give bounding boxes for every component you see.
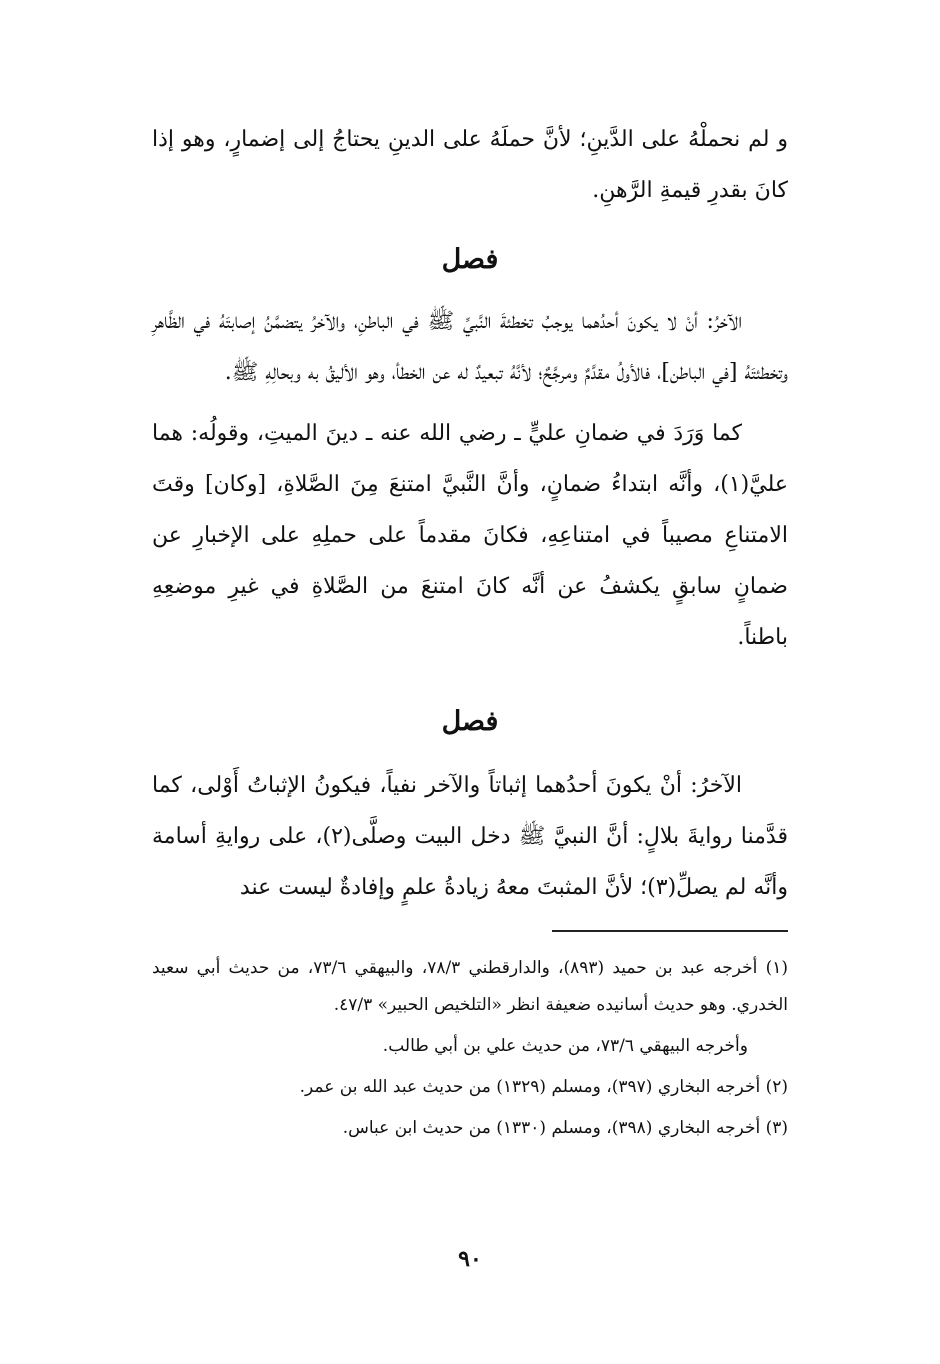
footnote-2: (٢) أخرجه البخاري (٣٩٧)، ومسلم (١٣٢٩) من حديث عبد الله بن عمر. <box>299 1077 788 1097</box>
intro-block <box>152 114 788 216</box>
page-number: ٩٠ <box>458 1246 482 1272</box>
section-2-body <box>152 760 788 913</box>
section-1-paragraph-1: الآخرُ: أنْ لا يكونَ أحدُهما يوجبُ تخطئةَ النَّبيِّ ﷺ في الباطنِ، والآخرُ يتضمَّنُ إصابتَهُ في الظَّاهرِ وتخطئتَهُ [في الباطن]، فالأولُ مقدَّمٌ ومرجَّحٌ؛ لأنَّهُ تبعيدٌ له عن الخطأ، وهو الأليقُ به وبحالِهِ ﷺ. <box>152 309 788 385</box>
footnote-1-continuation: وأخرجه البيهقي ٧٣/٦، من حديث علي بن أبي طالب. <box>382 1036 748 1056</box>
section-2-paragraph-1: الآخرُ: أنْ يكونَ أحدُهما إثباتاً والآخر نفياً، فيكونُ الإثباتُ أَوْلى، كما قدَّمنا روايةَ بلالٍ: أنَّ النبيَّ ﷺ دخل البيت وصلَّى(٢)، على روايةِ أسامة وأنَّه لم يصلِّ(٣)؛ لأنَّ المثبتَ معهُ زيادةُ علمٍ وإفادةٌ ليست عند <box>152 773 788 900</box>
footnote-1: (١) أخرجه عبد بن حميد (٨٩٣)، والدارقطني ٧٨/٣، والبيهقي ٧٣/٦، من حديث أبي سعيد الخدري. وهو حديث أسانيده ضعيفة انظر «التلخيص الحبير» ٤٧/٣. <box>152 958 788 1015</box>
section-heading-1: فصل <box>441 244 499 275</box>
intro-paragraph: و لم نحملْهُ على الدَّينِ؛ لأنَّ حملَهُ على الدينِ يحتاجُ إلى إضمارٍ، وهو إذا كانَ بقدرِ قيمةِ الرَّهنِ. <box>152 127 788 203</box>
section-1-paragraph-2: كما وَرَدَ في ضمانِ عليٍّ ـ رضي الله عنه ـ دينَ الميتِ، وقولُه: هما عليَّ(١)، وأنَّه ابتداءُ ضمانٍ، وأنَّ النَّبيَّ امتنعَ مِنَ الصَّلاةِ، [وكان] وقتَ الامتناعِ مصيباً في امتناعِهِ، فكانَ مقدماً على حملِهِ على الإخبارِ عن ضمانٍ سابقٍ يكشفُ عن أنَّه كانَ امتنعَ من الصَّلاةِ في غيرِ موضعِهِ باطناً. <box>152 421 788 650</box>
section-1-body <box>152 296 788 663</box>
footnotes <box>152 950 788 1147</box>
footnote-separator <box>552 930 788 932</box>
footnote-3: (٣) أخرجه البخاري (٣٩٨)، ومسلم (١٣٣٠) من حديث ابن عباس. <box>342 1118 788 1138</box>
section-heading-2: فصل <box>441 706 499 737</box>
